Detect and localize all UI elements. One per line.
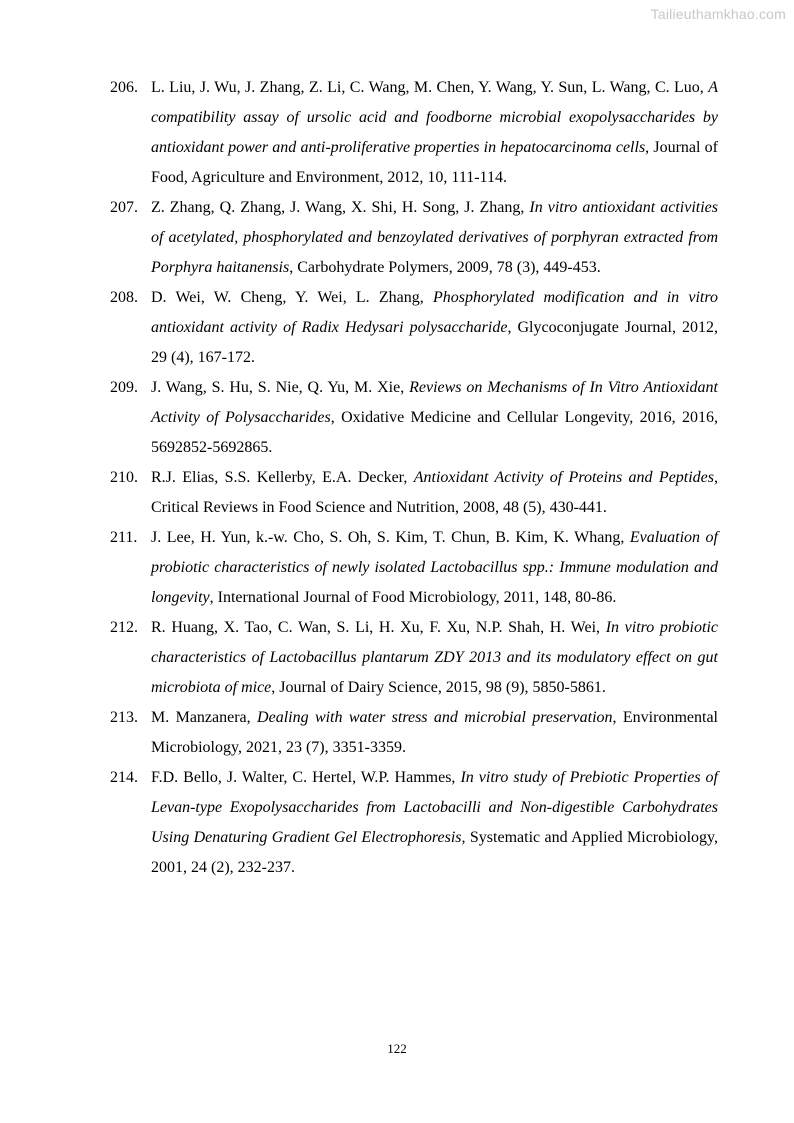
reference-title: Evaluation of probiotic characteristics of newly isolated Lactobacillus spp.: Immune modulation and longevity [151,529,719,606]
reference-source: , International Journal of Food Microbiology, 2011, 148, 80-86. [209,589,617,606]
reference-item [110,193,718,283]
reference-item [110,703,718,763]
reference-source: , Glycoconjugate Journal, 2012, 29 (4), 167-172. [151,319,719,366]
reference-authors: F.D. Bello, J. Walter, C. Hertel, W.P. Hammes, [151,769,461,786]
watermark-text: Tailieuthamkhao.com [650,6,786,22]
reference-number: 207. [110,199,138,216]
reference-item [110,283,718,373]
reference-number: 214. [110,769,138,786]
reference-title: In vitro probiotic characteristics of Lactobacillus plantarum ZDY 2013 and its modulatory effect on gut microbiota of mice [151,619,718,696]
reference-title: Phosphorylated modification and in vitro antioxidant activity of Radix Hedysari polysaccharide [151,289,718,336]
reference-text [151,703,718,763]
reference-title: Antioxidant Activity of Proteins and Peptides [413,469,715,486]
reference-number: 208. [110,289,138,306]
reference-number: 212. [110,619,138,636]
reference-item [110,763,718,883]
reference-number: 210. [110,469,138,486]
reference-item [110,73,718,193]
reference-title: Dealing with water stress and microbial preservation [257,709,613,726]
reference-authors: J. Lee, H. Yun, k.-w. Cho, S. Oh, S. Kim, T. Chun, B. Kim, K. Whang, [151,529,630,546]
reference-source: , Carbohydrate Polymers, 2009, 78 (3), 449-453. [289,259,601,276]
reference-text [151,283,718,373]
reference-source: , Systematic and Applied Microbiology, 2001, 24 (2), 232-237. [151,829,718,876]
reference-number: 213. [110,709,138,726]
reference-source: , Journal of Dairy Science, 2015, 98 (9), 5850-5861. [271,679,606,696]
reference-source: , Environmental Microbiology, 2021, 23 (7), 3351-3359. [151,709,718,756]
reference-authors: L. Liu, J. Wu, J. Zhang, Z. Li, C. Wang, M. Chen, Y. Wang, Y. Sun, L. Wang, C. Luo, [151,79,709,96]
reference-authors: R.J. Elias, S.S. Kellerby, E.A. Decker, [151,469,414,486]
reference-text [151,73,718,193]
reference-title: In vitro antioxidant activities of acetylated, phosphorylated and benzoylated derivatives of porphyran extracted from Porphyra haitanensis [151,199,719,276]
reference-text [151,763,718,883]
reference-title: Reviews on Mechanisms of In Vitro Antioxidant Activity of Polysaccharides [151,379,718,426]
reference-item [110,523,718,613]
reference-list [110,73,718,883]
reference-number: 209. [110,379,138,396]
reference-item [110,373,718,463]
reference-authors: D. Wei, W. Cheng, Y. Wei, L. Zhang, [151,289,433,306]
reference-source: , Critical Reviews in Food Science and Nutrition, 2008, 48 (5), 430-441. [151,469,719,516]
reference-text [151,373,718,463]
reference-authors: M. Manzanera, [151,709,258,726]
reference-source: , Oxidative Medicine and Cellular Longevity, 2016, 2016, 5692852-5692865. [151,409,718,456]
reference-text [151,193,718,283]
reference-item [110,463,718,523]
reference-authors: Z. Zhang, Q. Zhang, J. Wang, X. Shi, H. Song, J. Zhang, [151,199,530,216]
reference-authors: J. Wang, S. Hu, S. Nie, Q. Yu, M. Xie, [151,379,410,396]
reference-title: In vitro study of Prebiotic Properties of Levan-type Exopolysaccharides from Lactobacilli and Non-digestible Carbohydrates Using Denaturing Gradient Gel Electrophoresis [151,769,718,846]
reference-authors: R. Huang, X. Tao, C. Wan, S. Li, H. Xu, F. Xu, N.P. Shah, H. Wei, [151,619,606,636]
reference-number: 211. [110,529,138,546]
reference-text [151,463,718,523]
reference-source: , Journal of Food, Agriculture and Environment, 2012, 10, 111-114. [151,139,718,186]
reference-number: 206. [110,79,138,96]
reference-text [151,523,718,613]
reference-text [151,613,718,703]
reference-item [110,613,718,703]
page-number: 122 [387,1041,407,1056]
reference-title: A compatibility assay of ursolic acid and foodborne microbial exopolysaccharides by antioxidant power and anti-proliferative properties in hepatocarcinoma cells [151,79,718,156]
